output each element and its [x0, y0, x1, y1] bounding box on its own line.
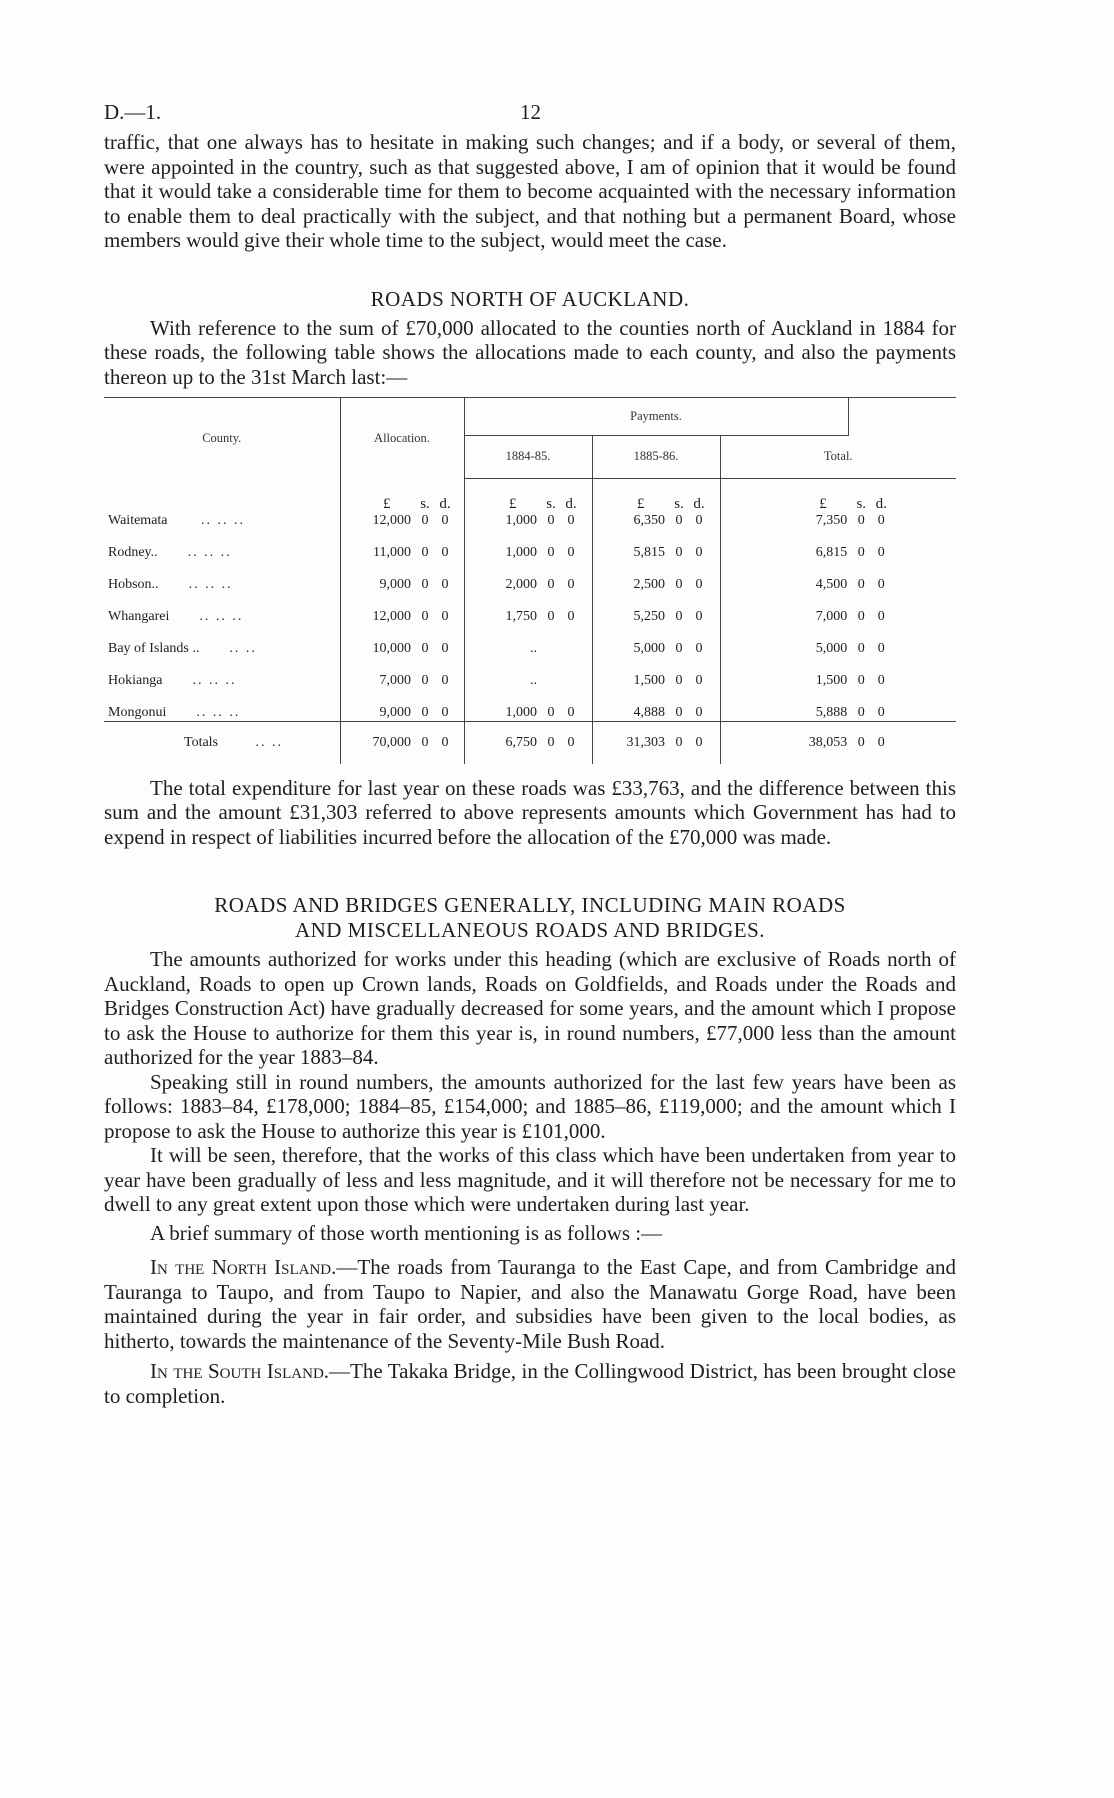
leader-dots: .. .. ..	[199, 608, 244, 624]
header-payments: Payments.	[464, 398, 848, 436]
leader-dots: .. .. ..	[196, 704, 241, 720]
county-name: Waitemata	[108, 512, 168, 528]
totals-1884: 6,750	[505, 734, 537, 750]
document-reference: D.—1.	[104, 100, 162, 124]
county-name: Mongonui	[108, 704, 167, 720]
payment-1884-amount: 1,000	[505, 512, 537, 528]
table-row: Whangarei .. .. .. 12,000 0 0 1,750 0 0 5,250 0 0 7,000 0 0	[104, 593, 956, 625]
expenditure-paragraph: The total expenditure for last year on these roads was £33,763, and the difference between this sum and the amount £31,303 referred to above represents amounts which Government has had to expend in respect of liabilities incurred before the allocation of the £70,000 was made.	[104, 775, 956, 849]
unit-labels: £ s. d.	[383, 495, 451, 512]
payment-1884-amount: 1,000	[505, 704, 537, 720]
table-row: Bay of Islands .. .. .. 10,000 0 0 .. 5,000 0 0 5,000 0 0	[104, 625, 956, 657]
totals-total: 38,053	[808, 734, 848, 750]
leader-dots: .. .. ..	[188, 576, 233, 592]
totals-label: Totals	[184, 734, 219, 750]
county-name: Rodney..	[108, 544, 158, 560]
payment-1885-amount: 1,500	[633, 672, 665, 688]
totals-row: Totals .. .. 70,000 0 0 6,750 0 0 31,303 0 0 38,053 0 0	[104, 721, 956, 764]
allocation-amount: 11,000	[373, 544, 411, 560]
unit-labels: £ s. d.	[509, 495, 577, 512]
table-row: Waitemata .. .. .. £ s. d. 12,000 0 0 £ s. d. 1,000 0 0 £ s. d. 6,350 0 0 £ s. d. 7,350 0 0	[104, 478, 956, 529]
total-amount: 5,888	[815, 704, 848, 720]
county-name: Hobson..	[108, 576, 159, 592]
header-year-1884: 1884-85.	[464, 436, 592, 478]
body-paragraph: Speaking still in round numbers, the amounts authorized for the last few years have been as follows: 1883–84, £178,000; 1884–85, £154,000; and 1885–86, £119,000; and the amount which I propose to ask the House to authorize this year is £101,000.	[104, 1069, 956, 1143]
total-amount: 5,000	[815, 640, 848, 656]
allocation-amount: 9,000	[379, 704, 411, 720]
total-amount: 7,000	[815, 608, 848, 624]
section-intro-paragraph: With reference to the sum of £70,000 allocated to the counties north of Auckland in 1884 for these roads, the following table shows the allocations made to each county, and also the payments thereon up to the 31st March last:—	[104, 315, 956, 389]
leader-dots: .. ..	[229, 640, 257, 656]
header-spacer	[848, 398, 956, 436]
table-row: Hokianga .. .. .. 7,000 0 0 .. 1,500 0 0 1,500 0 0	[104, 657, 956, 689]
header-year-1885: 1885-86.	[592, 436, 720, 478]
header-allocation: Allocation.	[340, 398, 464, 479]
payment-1884-amount: 1,000	[505, 544, 537, 560]
header-total: Total.	[720, 436, 956, 478]
body-paragraph: The amounts authorized for works under this heading (which are exclusive of Roads north of Auckland, Roads to open up Crown lands, Roads on Goldfields, and Roads under the Roads and Bridges Construction Act) have gradually decreased for some years, and the amount which I propose to ask the House to authorize for them this year is, in round numbers, £77,000 less than the amount authorized for the year 1883–84.	[104, 947, 956, 1069]
leader-dots: .. .. ..	[187, 544, 232, 560]
north-island-lead: In the North Island.	[150, 1255, 337, 1279]
payment-1884-amount: ..	[530, 672, 537, 688]
totals-allocation: 70,000	[372, 734, 411, 750]
payment-1885-amount: 2,500	[633, 576, 665, 592]
county-name: Hokianga	[108, 672, 163, 688]
county-name: Whangarei	[108, 608, 170, 624]
payment-1885-amount: 5,815	[633, 544, 665, 560]
unit-labels: £ s. d.	[819, 495, 887, 512]
payment-1884-amount: ..	[530, 640, 537, 656]
total-amount: 1,500	[815, 672, 848, 688]
header-county: County.	[104, 398, 340, 479]
allocation-amount: 12,000	[372, 608, 411, 624]
body-paragraph: A brief summary of those worth mentioning is as follows :—	[150, 1220, 663, 1245]
north-island-paragraph: In the North Island.—The roads from Tauranga to the East Cape, and from Cambridge and Tauranga to Taupo, and from Taupo to Napier, and also the Manawatu Gorge Road, have been maintained during the year in fair order, and subsidies have been given to the local bodies, as hitherto, towards the maintenance of the Seventy-Mile Bush Road.	[104, 1255, 956, 1353]
total-amount: 4,500	[815, 576, 848, 592]
intro-paragraph: traffic, that one always has to hesitate in making such changes; and if a body, or several of them, were appointed in the country, such as that suggested above, I am of opinion that it would be found that it would take a considerable time for them to become acquainted with the necessary information to enable them to deal practically with the subject, and that nothing but a permanent Board, whose members would give their whole time to the subject, would meet the case.	[104, 130, 956, 252]
allocations-table	[104, 397, 956, 764]
payment-1885-amount: 5,000	[633, 640, 665, 656]
table-row: Rodney.. .. .. .. 11,000 0 0 1,000 0 0 5,815 0 0 6,815 0 0	[104, 529, 956, 561]
payment-1885-amount: 5,250	[633, 608, 665, 624]
allocation-amount: 9,000	[379, 576, 411, 592]
totals-1885: 31,303	[626, 734, 665, 750]
south-island-paragraph: In the South Island.—The Takaka Bridge, in the Collingwood District, has been brought close to completion.	[104, 1359, 956, 1408]
section-title-roads-bridges: ROADS AND BRIDGES GENERALLY, INCLUDING MAIN ROADS AND MISCELLANEOUS ROADS AND BRIDGES.	[214, 893, 846, 942]
table-row: Hobson.. .. .. .. 9,000 0 0 2,000 0 0 2,500 0 0 4,500 0 0	[104, 561, 956, 593]
allocation-amount: 12,000	[372, 512, 411, 528]
unit-labels: £ s. d.	[637, 495, 705, 512]
south-island-lead: In the South Island.	[150, 1359, 330, 1383]
leader-dots: .. .. ..	[201, 512, 246, 528]
payment-1884-amount: 2,000	[505, 576, 537, 592]
allocation-amount: 7,000	[379, 672, 411, 688]
payment-1885-amount: 6,350	[633, 512, 665, 528]
page-header	[104, 100, 956, 130]
document-page	[104, 100, 956, 1408]
payment-1885-amount: 4,888	[633, 704, 665, 720]
county-name: Bay of Islands ..	[108, 640, 200, 656]
page-number: 12	[520, 100, 541, 124]
allocation-amount: 10,000	[372, 640, 411, 656]
section-title-roads-north: ROADS NORTH OF AUCKLAND.	[370, 286, 690, 311]
leader-dots: .. .. ..	[192, 672, 237, 688]
table-row: Mongonui .. .. .. 9,000 0 0 1,000 0 0 4,888 0 0 5,888 0 0	[104, 689, 956, 722]
total-amount: 6,815	[815, 544, 848, 560]
total-amount: 7,350	[815, 512, 848, 528]
body-paragraph: It will be seen, therefore, that the works of this class which have been undertaken from year to year have been gradually of less and less magnitude, and it will therefore not be necessary for me to dwell to any great extent upon those which were undertaken during last year.	[104, 1143, 956, 1216]
payment-1884-amount: 1,750	[505, 608, 537, 624]
allocations-table-wrapper	[104, 397, 956, 764]
